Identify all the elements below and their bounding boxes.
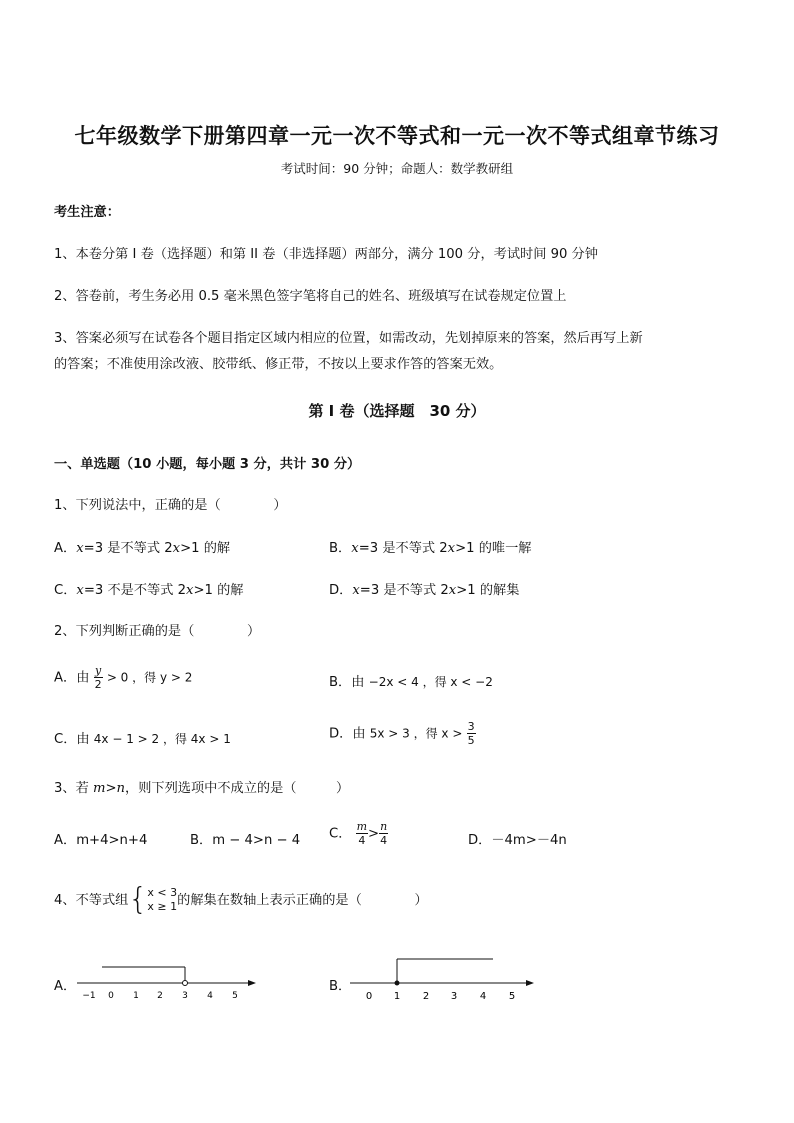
tick-label: 4 [207, 991, 213, 1001]
exam-info: 考试时间：90 分钟；命题人：数学教研组 [280, 161, 514, 176]
q4-option-b-label: B． [329, 979, 352, 994]
q1-option-a: A．x=3 是不等式 2x>1 的解 [54, 541, 231, 556]
q3-stem: 3、若 m>n，则下列选项中不成立的是（ ） [54, 781, 350, 796]
q2-stem: 2、下列判断正确的是（ ） [54, 624, 261, 639]
q3-option-a: A．m+4>n+4 [54, 833, 148, 848]
tick-label: 2 [157, 991, 163, 1001]
tick-label: 5 [232, 991, 238, 1001]
q3-option-c: C． $\frac{m}{4}$ > $\frac{n}{4}$ [329, 820, 388, 847]
tick-label: 2 [422, 991, 430, 1002]
tick-label: 3 [450, 991, 458, 1002]
q4-option-a-number-line [72, 952, 262, 1007]
notice-heading: 考生注意： [54, 205, 120, 220]
q3-option-b: B．m − 4>n − 4 [190, 833, 301, 848]
notice-item-3-cont: 的答案；不准使用涂改液、胶带纸、修正带，不按以上要求作答的答案无效。 [54, 357, 503, 372]
tick-label: 5 [508, 991, 516, 1002]
tick-label: 0 [108, 991, 114, 1001]
q1-option-b: B．x=3 是不等式 2x>1 的唯一解 [329, 541, 532, 556]
notice-item-1: 1、本卷分第 I 卷（选择题）和第 II 卷（非选择题）两部分，满分 100 分，考试时间 90 分钟 [54, 247, 598, 262]
q4-option-a-label: A． [54, 979, 77, 994]
closed-dot [395, 981, 400, 986]
axis-arrow [526, 980, 534, 986]
tick-label: 4 [479, 991, 487, 1002]
q1-option-d: D．x=3 是不等式 2x>1 的解集 [329, 583, 520, 598]
tick-label: 0 [365, 991, 373, 1002]
q3-option-d: D．－4m>－4n [468, 833, 567, 848]
tick-label: 3 [182, 991, 188, 1001]
q2-option-a: A．由 $\frac{y}{2}$ > 0 ，得 y > 2 [54, 664, 193, 691]
notice-item-3: 3、答案必须写在试卷各个题目指定区域内相应的位置，如需改动，先划掉原来的答案，然后再写上新 [54, 331, 643, 346]
section-title: 第 I 卷（选择题 30 分） [308, 402, 486, 420]
notice-item-2: 2、答卷前，考生务必用 0.5 毫米黑色签字笔将自己的姓名、班级填写在试卷规定位置上 [54, 289, 567, 304]
tick-label: −1 [82, 991, 96, 1001]
part-title: 一、单选题（10 小题，每小题 3 分，共计 30 分） [54, 457, 361, 472]
q4-option-b-number-line [345, 952, 540, 1007]
axis-arrow [248, 980, 256, 986]
q2-option-c: C．由 4x − 1 > 2 ，得 4x > 1 [54, 732, 231, 747]
q2-option-b: B．由 −2x < 4 ，得 x < −2 [329, 675, 493, 690]
tick-label: 1 [393, 991, 401, 1002]
q4-stem: 4、不等式组{ x < 3 x ≥ 1 的解集在数轴上表示正确的是（ ） [54, 882, 428, 917]
q1-option-c: C．x=3 不是不等式 2x>1 的解 [54, 583, 244, 598]
q2-option-d: D．由 5x > 3 ，得 x > $\frac{3}{5}$ [329, 720, 475, 747]
tick-label: 1 [133, 991, 139, 1001]
q1-stem: 1、下列说法中，正确的是（ ） [54, 498, 287, 513]
open-dot [183, 981, 188, 986]
page-title: 七年级数学下册第四章一元一次不等式和一元一次不等式组章节练习 [74, 123, 720, 148]
